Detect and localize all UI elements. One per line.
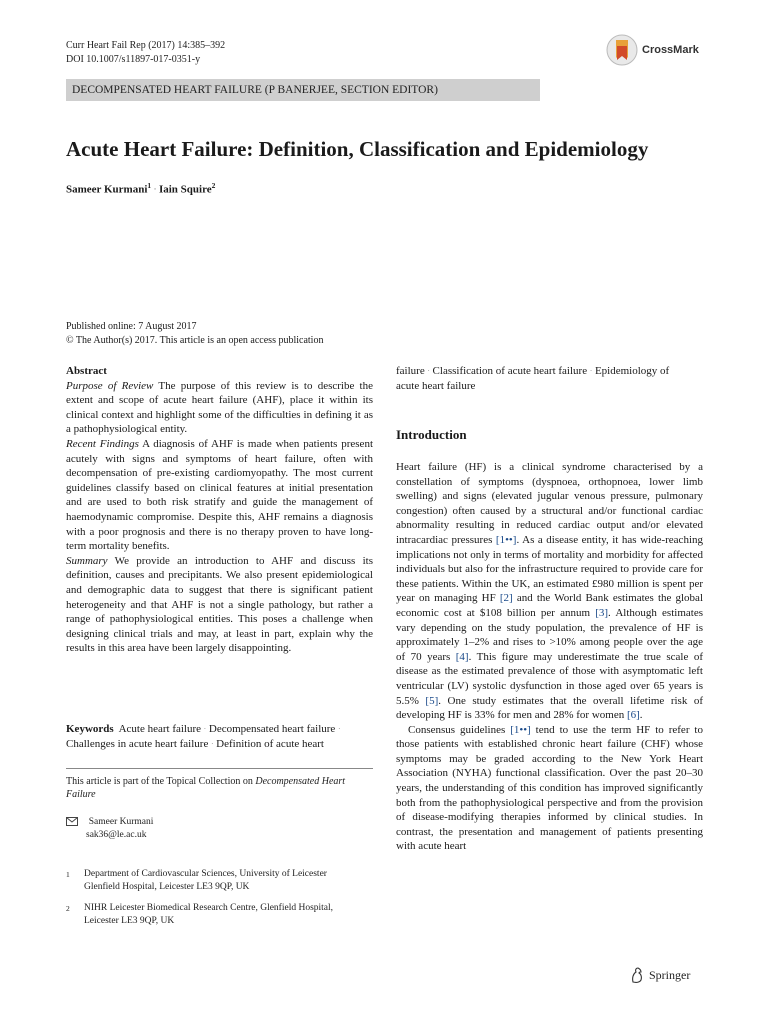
keywords-line: acute heart failure <box>396 379 476 392</box>
text-run: . Although estimates vary depending on the study population, the prevalence of HF is approximately 1–2% and rises to >10% among people over the age of 70 years <box>396 606 703 663</box>
keywords-label: Keywords <box>66 723 114 735</box>
keyword: Definition of acute heart <box>216 737 324 750</box>
keyword-separator: · <box>589 367 593 375</box>
crossmark-badge[interactable] <box>606 33 726 67</box>
citation-link[interactable]: [1••] <box>495 533 517 546</box>
affiliation-number: 2 <box>66 904 70 913</box>
abstract-summary-text: We provide an introduction to AHF and discuss its definition, causes and precipitants. We also present epidemiological and demographic data to suggest that there is significant patient heterogeneity and that AHF is not a single pathology, but rather a range of pathophysiological entities. This poses a challenge when designing clinical trials and may, at least in part, explain why the results in this area have been largely disappointing. <box>66 554 373 655</box>
keyword: Epidemiology of <box>594 365 670 377</box>
affiliation-marker[interactable]: 1 <box>147 181 152 190</box>
text-run: . <box>639 709 643 722</box>
citation-link[interactable]: [6] <box>626 709 640 722</box>
abstract <box>66 364 373 656</box>
text-run: Heart failure (HF) is a clinical syndrome characterised by a constellation of symptoms (dyspnoea, orthopnoea, lower limb swelling) and signs (elevated jugular venous pressure, pulmonary congestion) often caused by a structural and/or functional cardiac abnormality resulting in reduced cardiac output and/or elevated intracardiac pressures <box>396 461 703 546</box>
contact-email[interactable]: sak36@le.ac.uk <box>86 830 147 840</box>
author-separator: · <box>153 185 157 194</box>
text-run: . As a disease entity, it has wide-reaching implications not only in terms of mortality and morbidity for affected individuals but also for the infrastructure required to provide care for these patients. Within the UK, an estimated £980 million is spent per year on managing HF <box>396 533 703 605</box>
keyword-separator: · <box>427 367 430 375</box>
envelope-icon <box>66 817 78 826</box>
citation-link[interactable]: [2] <box>499 592 513 605</box>
abstract-findings-text: A diagnosis of AHF is made when patients present acutely with signs and symptoms of heart failure, often with decompensation of pre-existing cardiomyopathy. The most current guidelines classify based on clinical features at initial presentation and are used to both risk stratify and guide the management of haemodynamic compromise. Despite this, AHF remains a diagnosis with a poor prognosis and there is no therapy proven to have long-term mortality benefits. <box>66 437 373 553</box>
text-run: Consensus guidelines <box>408 723 511 736</box>
topical-prefix: This article is part of the Topical Collection on <box>66 776 256 787</box>
abstract-findings-label: Recent Findings <box>66 437 139 450</box>
keyword: Challenges in acute heart failure <box>66 737 209 750</box>
text-run: . This figure may underestimate the true scale of disease as the estimated prevalence of those with asymptomatic left ventricular (LV) systolic dysfunction in those aged over 65 years is 5.5% <box>396 650 703 707</box>
author-name[interactable]: Sameer Kurmani <box>66 183 148 196</box>
keyword: Classification of acute heart failure <box>432 365 588 377</box>
topical-collection-note <box>66 775 373 801</box>
affiliation-marker[interactable]: 2 <box>211 181 216 190</box>
keyword: Acute heart failure <box>118 723 202 735</box>
doi[interactable]: DOI 10.1007/s11897-017-0351-y <box>66 54 201 65</box>
divider <box>66 768 373 769</box>
section-banner: DECOMPENSATED HEART FAILURE (P BANERJEE, SECTION EDITOR) <box>66 79 540 101</box>
abstract-purpose-text: The purpose of this review is to describe the extent and scope of acute heart failure (AHF), place it within its clinical context and highlight some of the difficulties in defining it as a pathophysiological entity. <box>66 379 373 436</box>
affiliation-text: Department of Cardiovascular Sciences, University of Leicester Glenfield Hospital, Leicester LE3 9QP, UK <box>84 869 327 892</box>
article-title: Acute Heart Failure: Definition, Classification and Epidemiology <box>66 137 649 161</box>
affiliation-number: 1 <box>66 870 70 879</box>
springer-horse-icon <box>629 966 645 984</box>
contact-name: Sameer Kurmani <box>88 817 154 827</box>
journal-reference: Curr Heart Fail Rep (2017) 14:385–392 <box>66 40 226 51</box>
keywords <box>66 722 373 751</box>
topical-collection[interactable]: Decompensated Heart Failure <box>66 776 346 800</box>
keywords-continued <box>396 364 703 393</box>
text-run: and the World Bank estimates the global economic cost at $108 billion per annum <box>396 592 703 619</box>
abstract-heading: Abstract <box>66 365 107 377</box>
citation-link[interactable]: [1••] <box>510 723 531 736</box>
corresponding-author <box>66 816 153 829</box>
author-name[interactable]: Iain Squire <box>158 183 212 196</box>
crossmark-icon <box>606 34 638 66</box>
keyword-separator: · <box>338 725 341 733</box>
crossmark-label: CrossMark <box>642 44 699 56</box>
license-line: © The Author(s) 2017. This article is an open access publication <box>66 335 324 346</box>
abstract-findings <box>66 437 373 554</box>
text-run: . One study estimates that the overall lifetime risk of developing HF is 33% for men and 28% for women <box>396 694 703 722</box>
citation-link[interactable]: [5] <box>425 694 439 707</box>
paragraph <box>396 723 703 854</box>
abstract-purpose-label: Purpose of Review <box>66 379 154 392</box>
keywords-line <box>66 737 373 752</box>
abstract-summary-label: Summary <box>66 554 108 567</box>
affiliation <box>66 868 364 894</box>
abstract-summary <box>66 554 373 656</box>
publisher-logo <box>629 966 690 984</box>
keywords-line <box>66 722 373 737</box>
paragraph <box>396 460 703 723</box>
abstract-purpose <box>66 379 373 437</box>
keyword-separator: · <box>211 739 214 748</box>
introduction-heading: Introduction <box>396 427 467 442</box>
author-list <box>66 178 215 198</box>
affiliation-text: NIHR Leicester Biomedical Research Centre, Glenfield Hospital, Leicester LE3 9QP, UK <box>84 903 334 926</box>
affiliation <box>66 902 364 928</box>
introduction-body <box>396 460 703 854</box>
keyword: failure <box>396 365 425 377</box>
text-run: tend to use the term HF to refer to those patients with established chronic heart failure (CHF) whose symptoms may be graded according to the New York Heart Association (NYHA) functional classification. Over the past 20–30 years, the understanding of this condition has improved significantly both from the pathophysiological perspective and from the provision of disease-modifying therapies informed by clinical studies. In contrast, the presentation and management of patients presenting with acute heart <box>396 723 703 853</box>
keyword: Decompensated heart failure <box>208 723 336 735</box>
keyword-separator: · <box>203 725 207 733</box>
citation-link[interactable]: [4] <box>455 650 469 663</box>
publisher-name: Springer <box>649 967 691 982</box>
published-date: Published online: 7 August 2017 <box>66 321 197 332</box>
keywords-line <box>396 364 703 379</box>
citation-link[interactable]: [3] <box>595 606 609 619</box>
